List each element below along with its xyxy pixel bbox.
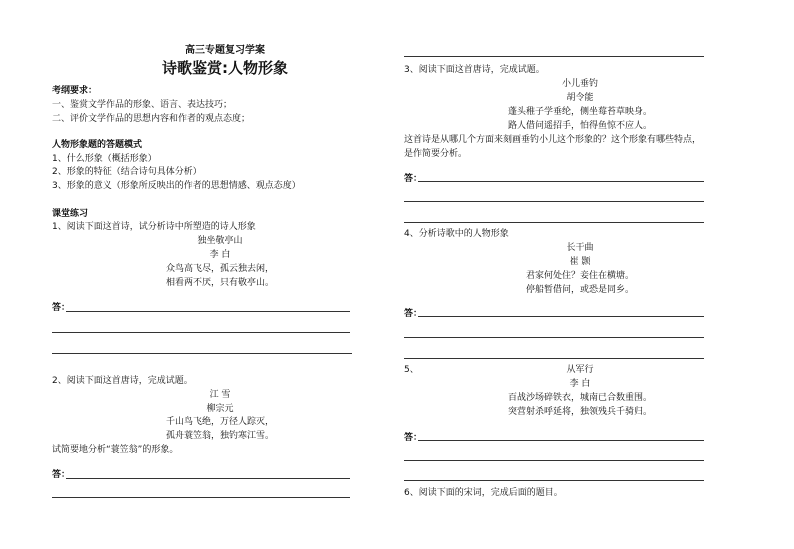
method-item: 3、形象的意义（形象所反映出的作者的思想情感、观点态度） [52, 181, 301, 191]
method-item: 1、什么形象（概括形象） [52, 154, 157, 164]
poem-title: 小儿垂钓 [561, 79, 598, 89]
answer-line[interactable] [66, 478, 350, 479]
poem-line: 蓬头稚子学垂纶，侧坐莓苔草映身。 [507, 107, 652, 117]
poem-author: 李 白 [569, 379, 591, 389]
poem-line: 孤舟蓑笠翁，独钓寒江雪。 [165, 431, 274, 441]
question-1-prompt: 1、阅读下面这首诗，试分析诗中所塑造的诗人形象 [52, 222, 256, 232]
poem-line: 千山鸟飞绝，万径人踪灭， [165, 417, 274, 427]
answer-line[interactable] [52, 332, 350, 333]
question-2-ask: 试简要地分析“蓑笠翁”的形象。 [52, 445, 179, 455]
answer-line[interactable] [66, 311, 350, 312]
answer-line[interactable] [52, 497, 350, 498]
poem-line: 君家何处住？妾住在横塘。 [525, 271, 634, 281]
poem-author: 崔 颢 [569, 257, 591, 267]
poem-title: 长干曲 [566, 243, 594, 253]
doc-title: 高三专题复习学案 [185, 45, 265, 56]
answer-label: 答： [404, 433, 423, 443]
answer-line[interactable] [404, 460, 704, 461]
answer-line[interactable] [418, 181, 704, 182]
poem-line: 突营射杀呼延将，独领残兵千骑归。 [507, 407, 652, 417]
poem-title: 独坐敬亭山 [197, 236, 243, 246]
poem-author: 胡令能 [566, 93, 594, 103]
answer-line[interactable] [404, 480, 704, 481]
poem-line: 相看两不厌，只有敬亭山。 [165, 278, 274, 288]
answer-label: 答： [404, 174, 423, 184]
practice-heading: 课堂练习 [52, 209, 89, 219]
question-3-prompt: 3、阅读下面这首唐诗，完成试题。 [404, 65, 545, 75]
requirements-heading: 考纲要求： [52, 86, 98, 96]
question-3-ask: 这首诗是从哪几个方面来刻画垂钓小儿这个形象的？这个形象有哪些特点， [404, 135, 702, 145]
poem-title: 江 雪 [209, 390, 231, 400]
answer-line[interactable] [404, 222, 704, 223]
answer-line[interactable] [52, 353, 352, 354]
method-item: 2、形象的特征（结合诗句具体分析） [52, 167, 202, 177]
poem-line: 百战沙场碎铁衣，城南已合数重围。 [507, 393, 652, 403]
question-4-prompt: 4、分析诗歌中的人物形象 [404, 229, 509, 239]
answer-label: 答： [404, 309, 423, 319]
poem-title: 从军行 [566, 365, 594, 375]
question-2-prompt: 2、阅读下面这首唐诗，完成试题。 [52, 376, 193, 386]
question-3-ask: 是作简要分析。 [404, 149, 468, 159]
answer-line[interactable] [404, 358, 704, 359]
answer-line[interactable] [404, 201, 704, 202]
poem-line: 路人借问遥招手，怕得鱼惊不应人。 [507, 121, 652, 131]
question-6-prompt: 6、阅读下面的宋词，完成后面的题目。 [404, 488, 563, 498]
poem-author: 李 白 [209, 250, 231, 260]
answer-label: 答： [52, 470, 71, 480]
answer-label: 答： [52, 303, 71, 313]
divider [404, 56, 704, 57]
answer-line[interactable] [404, 337, 704, 338]
method-heading: 人物形象题的答题模式 [52, 140, 143, 150]
poem-line: 众鸟高飞尽，孤云独去闲， [165, 264, 274, 274]
answer-line[interactable] [418, 440, 704, 441]
poem-line: 停船暂借问，或恐是同乡。 [525, 285, 634, 295]
requirement-item: 一、鉴赏文学作品的形象、语言、表达技巧； [52, 100, 233, 110]
question-5-number: 5、 [404, 365, 419, 375]
page-title: 诗歌鉴赏:人物形象 [162, 59, 288, 77]
answer-line[interactable] [418, 316, 704, 317]
poem-author: 柳宗元 [206, 404, 234, 414]
requirement-item: 二、评价文学作品的思想内容和作者的观点态度； [52, 114, 251, 124]
